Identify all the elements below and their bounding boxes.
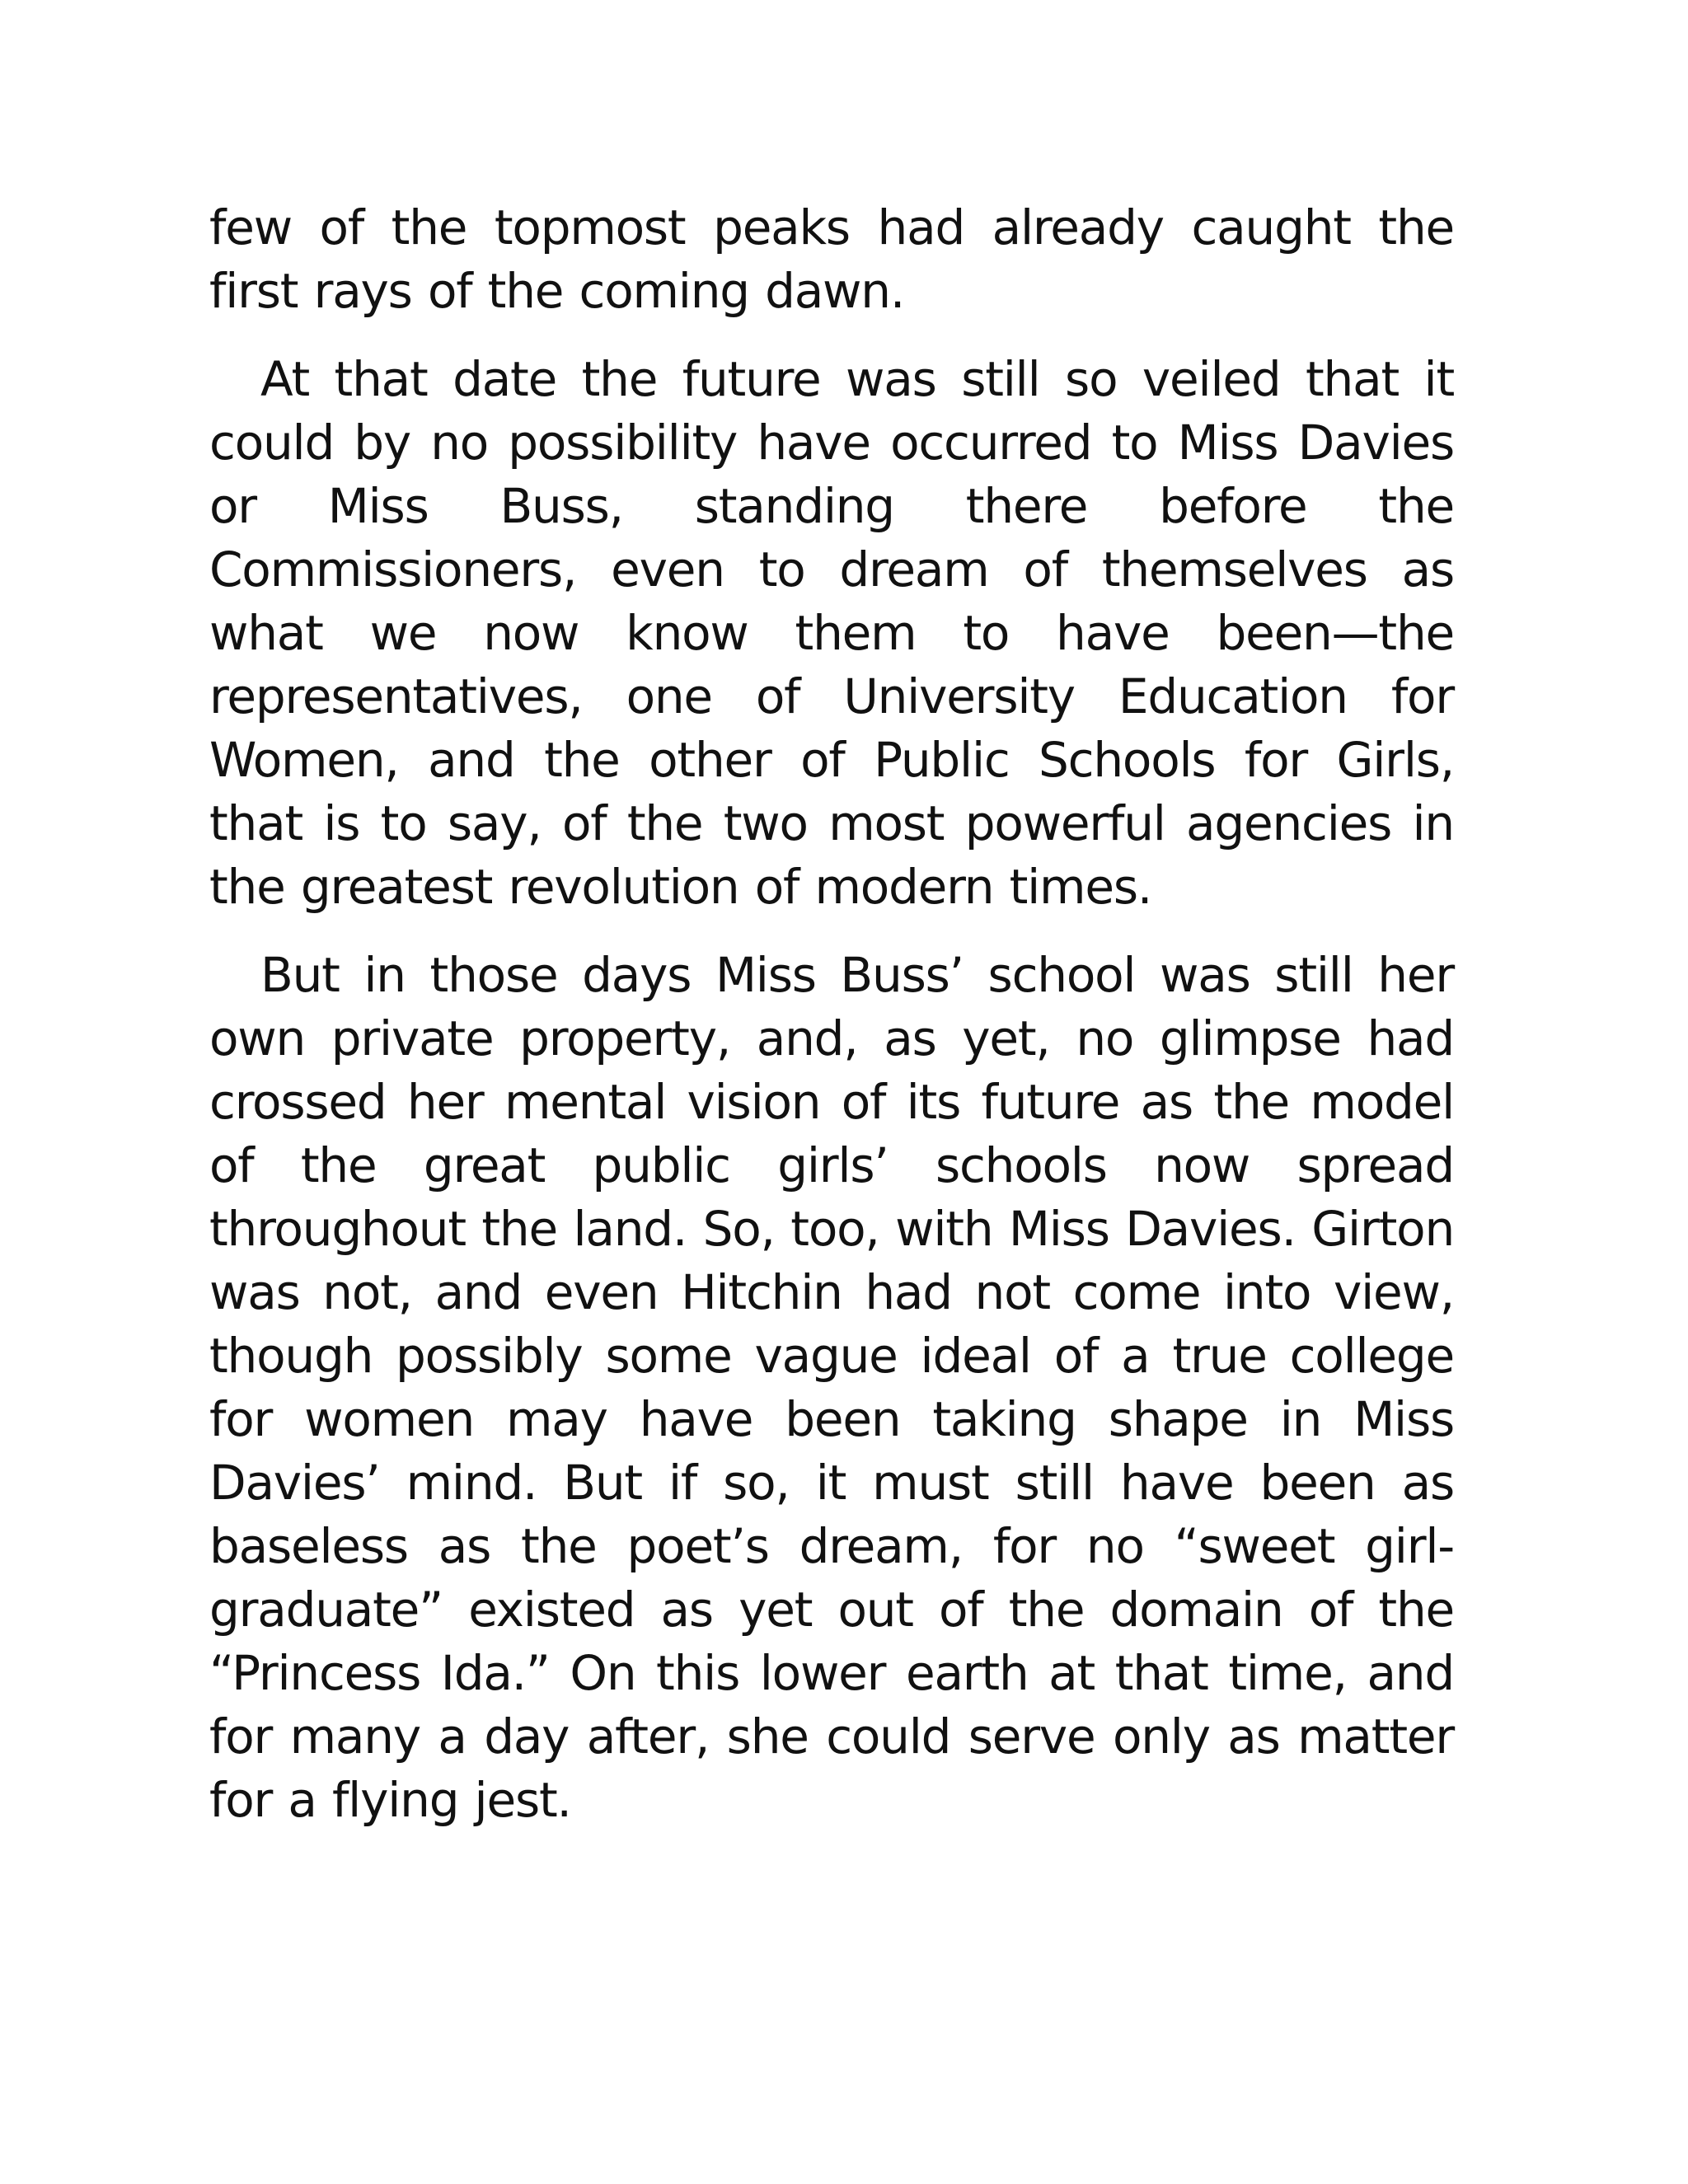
- paragraph-continued: few of the topmost peaks had already caught the first rays of the coming dawn.: [209, 199, 1454, 319]
- paragraph: At that date the future was still so veiled that it could by no possibility have occurred to Miss Davies or Miss Buss, standing there before the Commissioners, even to dream of themselves as what we now know them to have been—the representatives, one of University Education for Women, and the other of Public Schools for Girls, that is to say, of the two most powerful agencies in the greatest revolution of modern times.: [209, 351, 1454, 915]
- paragraph: But in those days Miss Buss’ school was still her own private property, and, as yet, no glimpse had crossed her mental vision of its future as the model of the great public girls’ schools now spread throughout the land. So, too, with Miss Davies. Girton was not, and even Hitchin had not come into view, though possibly some vague ideal of a true college for women may have been taking shape in Miss Davies’ mind. But if so, it must still have been as baseless as the poet’s dream, for no “sweet girl-graduate” existed as yet out of the domain of the “Princess Ida.” On this lower earth at that time, and for many a day after, she could serve only as matter for a flying jest.: [209, 947, 1454, 1828]
- body-text: [209, 196, 1454, 1857]
